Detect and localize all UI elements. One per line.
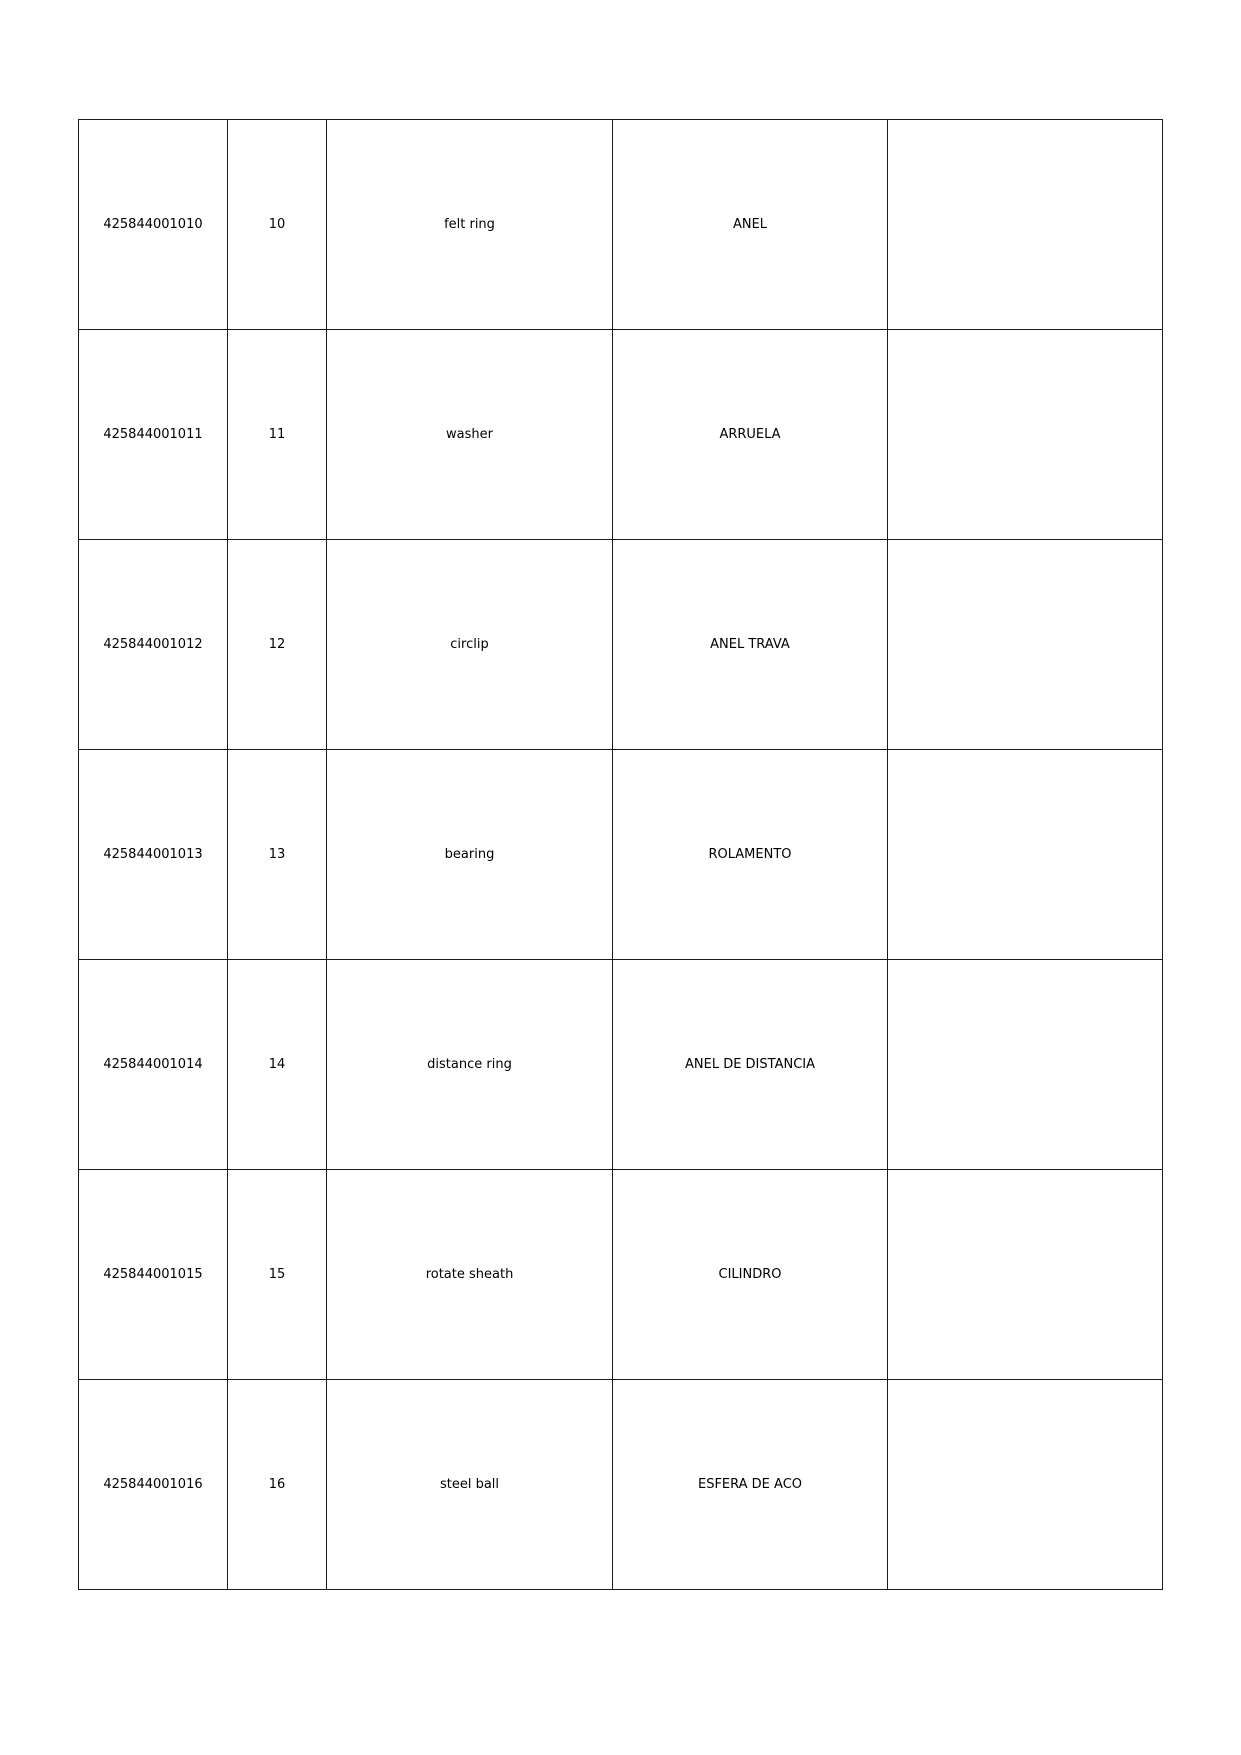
description-en-cell: distance ring [327, 960, 613, 1170]
table-row [79, 1380, 1163, 1590]
part-code-cell: 425844001012 [79, 540, 228, 750]
description-pt-cell: ROLAMENTO [613, 750, 888, 960]
description-en-cell: circlip [327, 540, 613, 750]
table-row [79, 1170, 1163, 1380]
description-pt-cell: ESFERA DE ACO [613, 1380, 888, 1590]
remarks-cell [888, 330, 1163, 540]
table-row [79, 120, 1163, 330]
part-code-cell: 425844001013 [79, 750, 228, 960]
remarks-cell [888, 540, 1163, 750]
item-number-cell: 14 [228, 960, 327, 1170]
description-pt-cell: ARRUELA [613, 330, 888, 540]
table-row [79, 960, 1163, 1170]
remarks-cell [888, 1380, 1163, 1590]
part-code-cell: 425844001015 [79, 1170, 228, 1380]
item-number-cell: 11 [228, 330, 327, 540]
part-code-cell: 425844001011 [79, 330, 228, 540]
parts-table-body [79, 120, 1163, 1590]
description-en-cell: steel ball [327, 1380, 613, 1590]
description-en-cell: rotate sheath [327, 1170, 613, 1380]
item-number-cell: 15 [228, 1170, 327, 1380]
part-code-cell: 425844001016 [79, 1380, 228, 1590]
remarks-cell [888, 120, 1163, 330]
remarks-cell [888, 960, 1163, 1170]
description-en-cell: washer [327, 330, 613, 540]
item-number-cell: 12 [228, 540, 327, 750]
part-code-cell: 425844001010 [79, 120, 228, 330]
description-pt-cell: CILINDRO [613, 1170, 888, 1380]
table-row [79, 540, 1163, 750]
item-number-cell: 10 [228, 120, 327, 330]
item-number-cell: 16 [228, 1380, 327, 1590]
table-row [79, 330, 1163, 540]
parts-table [78, 119, 1163, 1590]
description-pt-cell: ANEL TRAVA [613, 540, 888, 750]
table-row [79, 750, 1163, 960]
description-pt-cell: ANEL DE DISTANCIA [613, 960, 888, 1170]
description-en-cell: felt ring [327, 120, 613, 330]
item-number-cell: 13 [228, 750, 327, 960]
remarks-cell [888, 1170, 1163, 1380]
remarks-cell [888, 750, 1163, 960]
description-pt-cell: ANEL [613, 120, 888, 330]
part-code-cell: 425844001014 [79, 960, 228, 1170]
description-en-cell: bearing [327, 750, 613, 960]
